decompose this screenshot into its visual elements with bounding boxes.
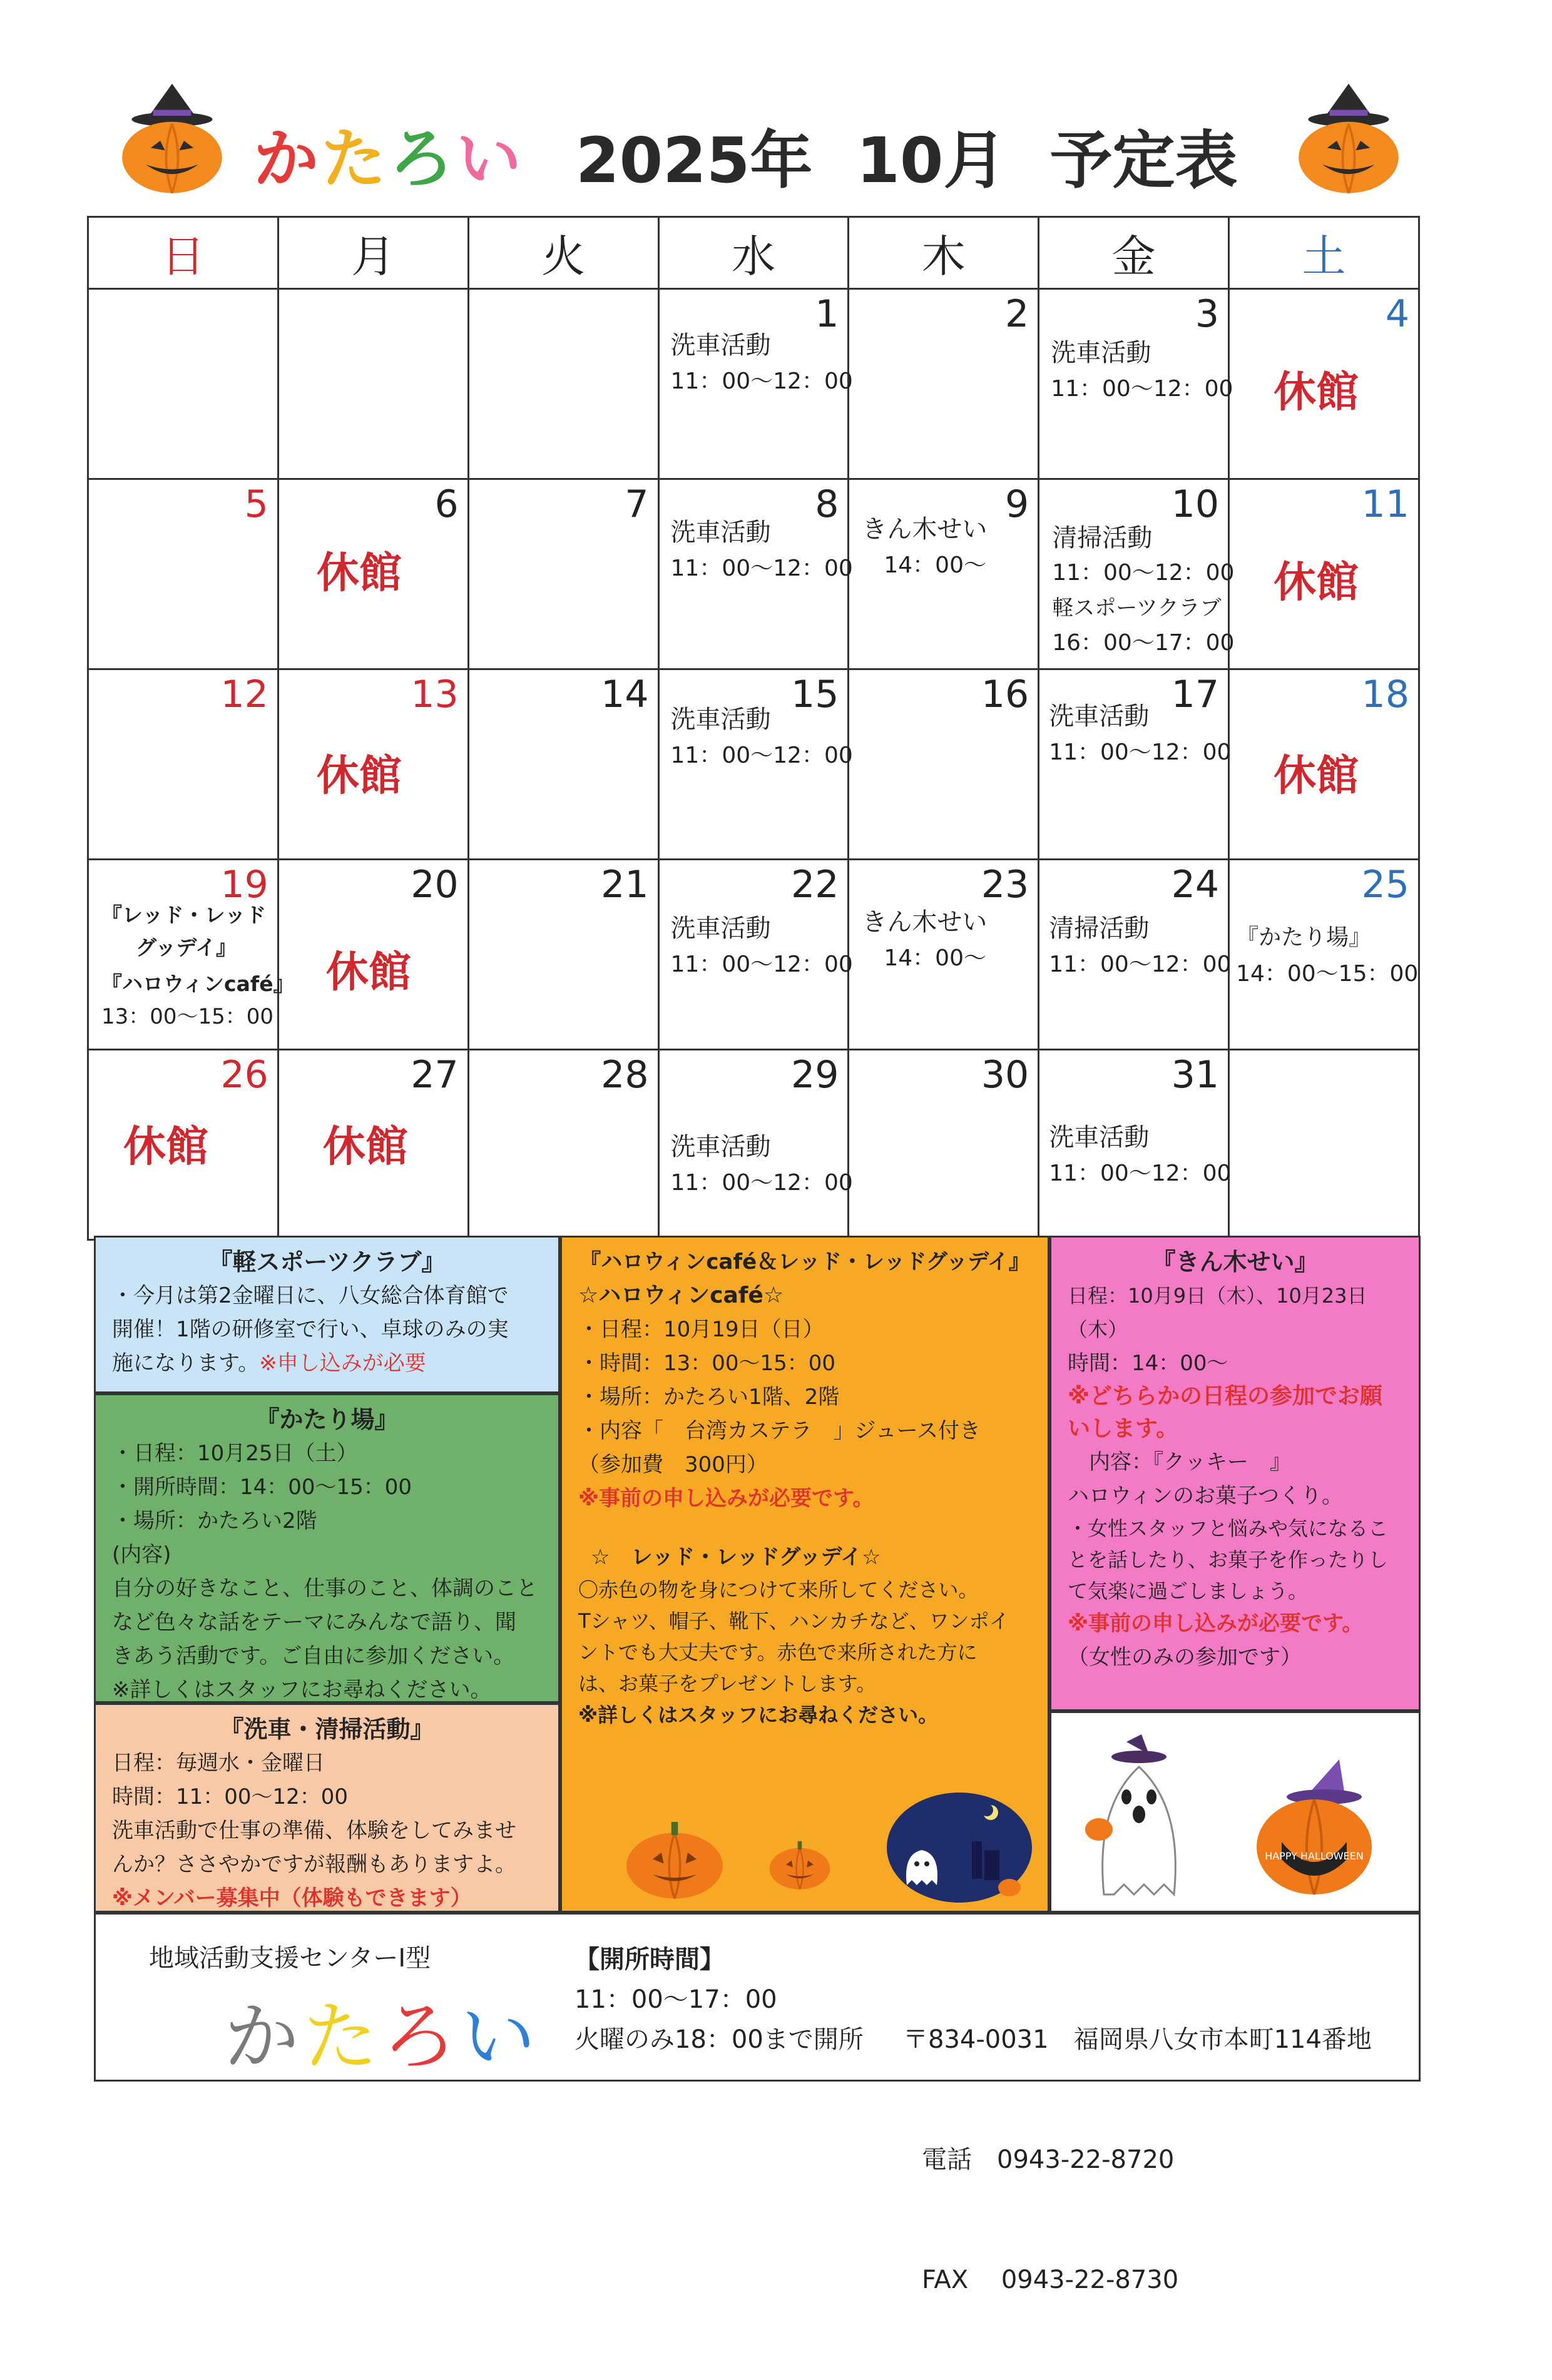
event-title: 洗車活動 bbox=[670, 1132, 771, 1161]
logo-char: か bbox=[224, 1994, 303, 2081]
event bbox=[862, 511, 987, 584]
event bbox=[671, 701, 853, 774]
footer-logo bbox=[224, 1977, 539, 2085]
panel-line: 自分の好きなこと、仕事のこと、体調のこと bbox=[112, 1576, 538, 1601]
logo-char: た bbox=[303, 1994, 382, 2081]
day-cell bbox=[658, 479, 853, 669]
address: 〒834-0031 福岡県八女市本町114番地 bbox=[903, 2025, 1372, 2054]
day-cell bbox=[468, 479, 658, 669]
panel-line: (内容) bbox=[112, 1542, 171, 1567]
panel-line: ・時間：13：00～15：00 bbox=[578, 1351, 836, 1376]
empty-cell bbox=[468, 289, 658, 479]
event-title: 清掃活動 bbox=[1052, 524, 1153, 552]
day-cell bbox=[1229, 669, 1419, 860]
day-cell bbox=[849, 669, 1039, 860]
panel-line: など色々な話をテーマにみんなで語り、聞 bbox=[112, 1610, 516, 1635]
hours-value: 11：00～17：00 bbox=[574, 1985, 777, 2014]
panel-line: （参加費 300円） bbox=[578, 1452, 768, 1477]
event-time: 11：00～12：00 bbox=[670, 952, 853, 977]
panel-line: きあう活動です。ご自由に参加ください。 bbox=[112, 1644, 515, 1669]
closed-label: 休館 bbox=[1274, 558, 1359, 608]
jack-o-lantern-icon bbox=[1252, 1757, 1377, 1901]
calendar-week bbox=[88, 289, 1419, 479]
event-title: きん木せい bbox=[862, 908, 988, 937]
panel-line: て気楽に過ごしましょう。 bbox=[1068, 1579, 1309, 1603]
panel-title: 『ハロウィンcafé＆レッド・レッドグッデイ』 bbox=[579, 1249, 1030, 1274]
calendar-week bbox=[88, 669, 1419, 860]
day-number: 4 bbox=[1385, 292, 1409, 336]
day-number: 3 bbox=[1195, 292, 1220, 336]
panel-line: んか？ささやかですが報酬もありますよ。 bbox=[112, 1852, 516, 1877]
title-year: 2025年 bbox=[576, 124, 813, 197]
panel-line: 〇赤色の物を身につけて来所してください。 bbox=[578, 1578, 979, 1602]
day-cell bbox=[849, 289, 1039, 479]
day-number: 17 bbox=[1171, 673, 1220, 716]
day-cell bbox=[658, 289, 853, 479]
event-title: 洗車活動 bbox=[670, 331, 771, 360]
event-title: 『ハロウィンcafé』 bbox=[101, 972, 294, 996]
day-number: 1 bbox=[815, 292, 839, 336]
day-number: 10 bbox=[1171, 482, 1220, 526]
day-cell bbox=[278, 479, 468, 669]
jack-o-lantern-icon bbox=[1289, 81, 1408, 200]
logo-char: ろ bbox=[382, 1994, 461, 2081]
day-cell bbox=[1039, 479, 1235, 669]
event bbox=[671, 1129, 853, 1201]
day-number: 7 bbox=[625, 482, 649, 526]
empty-cell bbox=[88, 289, 278, 479]
sports-club-panel bbox=[94, 1236, 560, 1393]
day-cell bbox=[278, 669, 468, 860]
panel-line: ・日程：10月19日（日） bbox=[578, 1317, 824, 1342]
event-title: グッデイ』 bbox=[136, 935, 237, 960]
event-time: 16：00～17：00 bbox=[1052, 630, 1235, 656]
calendar-grid bbox=[87, 216, 1420, 1241]
organization-name: 地域活動支援センターⅠ型 bbox=[149, 1944, 431, 1973]
day-cell bbox=[468, 860, 658, 1050]
day-cell bbox=[468, 669, 658, 860]
telephone: 電話 0943-22-8720 bbox=[922, 2145, 1175, 2174]
day-cell bbox=[1229, 289, 1419, 479]
panel-line: ※詳しくはスタッフにお尋ねください。 bbox=[112, 1677, 492, 1702]
hours-title: 【開所時間】 bbox=[574, 1945, 725, 1974]
panel-note: ※メンバー募集中（体験もできます） bbox=[112, 1886, 472, 1911]
page-header bbox=[88, 69, 1464, 197]
panel-title: 『かたり場』 bbox=[255, 1406, 399, 1433]
jack-o-lantern-icon bbox=[113, 81, 232, 200]
panel-line: とを話したり、お菓子を作ったりし bbox=[1068, 1548, 1389, 1572]
event-title: きん木せい bbox=[862, 515, 988, 544]
event-time: 11：00～12：00 bbox=[670, 369, 853, 394]
panel-line: 時間：11：00～12：00 bbox=[112, 1784, 349, 1809]
day-cell bbox=[658, 669, 853, 860]
day-cell bbox=[849, 860, 1039, 1050]
panel-title: 『きん木せい』 bbox=[1151, 1248, 1319, 1276]
panel-line bbox=[112, 1346, 542, 1380]
event-time: 13：00～15：00 bbox=[101, 1004, 274, 1029]
panel-line: （女性のみの参加です） bbox=[1068, 1645, 1302, 1670]
day-cell bbox=[849, 1050, 1039, 1240]
pumpkin-icon bbox=[765, 1835, 834, 1891]
panel-line: ・場所：かたろい1階、2階 bbox=[578, 1385, 840, 1410]
panel-text: 施になります。 bbox=[112, 1351, 260, 1376]
day-number: 27 bbox=[411, 1053, 459, 1097]
calendar-week bbox=[88, 479, 1419, 669]
event bbox=[671, 327, 853, 400]
event bbox=[1049, 1119, 1231, 1192]
day-number: 8 bbox=[815, 482, 839, 526]
event-time: 11：00～12：00 bbox=[1049, 740, 1232, 765]
day-number: 18 bbox=[1361, 673, 1409, 716]
event bbox=[671, 514, 853, 587]
day-cell bbox=[1229, 479, 1419, 669]
panel-subtitle: ☆ハロウィンcafé☆ bbox=[578, 1283, 784, 1308]
halloween-illustration bbox=[1049, 1711, 1421, 1913]
day-number: 29 bbox=[791, 1053, 839, 1097]
closed-label: 休館 bbox=[123, 1122, 209, 1172]
calendar-week bbox=[88, 1050, 1419, 1240]
day-number: 6 bbox=[434, 482, 459, 526]
day-number: 9 bbox=[1005, 482, 1029, 526]
day-number: 23 bbox=[981, 863, 1029, 907]
event-title: 洗車活動 bbox=[1049, 702, 1150, 731]
panel-line: ハロウィンのお菓子つくり。 bbox=[1068, 1483, 1343, 1508]
panel-line: は、お菓子をプレゼントします。 bbox=[578, 1672, 877, 1696]
event bbox=[101, 899, 294, 1033]
day-cell bbox=[849, 479, 1039, 669]
title-char: ろ bbox=[389, 121, 457, 197]
event-title: 洗車活動 bbox=[670, 518, 771, 547]
event-time: 11：00～12：00 bbox=[1052, 560, 1235, 586]
event-title: 洗車活動 bbox=[1049, 1123, 1150, 1152]
panel-line: ントでも大丈夫です。赤色で来所された方に bbox=[578, 1640, 978, 1664]
event bbox=[671, 910, 853, 983]
panel-line: 開催！1階の研修室で行い、卓球のみの実 bbox=[112, 1317, 509, 1342]
day-number: 22 bbox=[791, 863, 839, 907]
panel-line: ※詳しくはスタッフにお尋ねください。 bbox=[578, 1703, 939, 1727]
weekday-header-row bbox=[88, 217, 1419, 289]
title-char: た bbox=[321, 121, 389, 197]
hours-note: 火曜のみ18：00まで開所 bbox=[574, 2025, 864, 2054]
halloween-text: HAPPY HALLOWEEN bbox=[1265, 1850, 1364, 1862]
event bbox=[862, 904, 987, 977]
day-cell bbox=[88, 479, 278, 669]
panel-note: ※事前の申し込みが必要です。 bbox=[578, 1486, 874, 1511]
event-title: 軽スポーツクラブ bbox=[1052, 596, 1222, 621]
closed-label: 休館 bbox=[1274, 751, 1359, 801]
day-cell bbox=[1039, 1050, 1232, 1240]
empty-cell bbox=[278, 289, 468, 479]
footer bbox=[94, 1913, 1421, 2294]
day-cell bbox=[658, 1050, 853, 1240]
event bbox=[1049, 698, 1231, 771]
page-title bbox=[576, 110, 1238, 200]
event-time: 14：00～ bbox=[884, 552, 986, 578]
day-number: 11 bbox=[1361, 482, 1409, 526]
day-number: 28 bbox=[601, 1053, 649, 1097]
event-title: 清掃活動 bbox=[1049, 914, 1150, 943]
weekday-monday: 月 bbox=[278, 217, 468, 289]
event bbox=[1051, 335, 1233, 407]
opening-hours bbox=[574, 1940, 864, 2060]
day-number: 13 bbox=[411, 673, 459, 716]
empty-cell bbox=[1229, 1050, 1419, 1240]
event-title: 洗車活動 bbox=[1051, 338, 1151, 367]
day-number: 31 bbox=[1171, 1053, 1220, 1097]
panel-subtitle: ☆ レッド・レッドグッデイ☆ bbox=[591, 1545, 881, 1570]
day-cell bbox=[88, 860, 294, 1050]
panel-line: ・内容「 台湾カステラ 」ジュース付き bbox=[578, 1418, 981, 1443]
day-cell bbox=[1039, 669, 1232, 860]
day-cell bbox=[1229, 860, 1419, 1050]
day-cell bbox=[88, 669, 278, 860]
panel-line: 洗車活動で仕事の準備、体験をしてみませ bbox=[112, 1818, 516, 1843]
panel-line: Tシャツ、帽子、靴下、ハンカチなど、ワンポイ bbox=[578, 1609, 1009, 1633]
day-number: 20 bbox=[411, 863, 459, 907]
day-number: 26 bbox=[220, 1053, 268, 1097]
panel-note: ※事前の申し込みが必要です。 bbox=[1068, 1611, 1364, 1636]
day-number: 21 bbox=[601, 863, 649, 907]
event-title: 洗車活動 bbox=[670, 705, 771, 734]
event-time: 11：00～12：00 bbox=[1049, 952, 1232, 977]
day-number: 5 bbox=[244, 482, 268, 526]
event-time: 11：00～12：00 bbox=[1049, 1161, 1232, 1186]
contact-info bbox=[903, 1940, 1372, 2380]
panel-line: 日程：毎週水・金曜日 bbox=[112, 1751, 325, 1776]
weekday-sunday: 日 bbox=[88, 217, 278, 289]
panel-line: 時間：14：00～ bbox=[1068, 1351, 1228, 1376]
event bbox=[1236, 920, 1418, 992]
panel-note: ※どちらかの日程の参加でお願いします。 bbox=[1068, 1383, 1382, 1442]
day-cell bbox=[1039, 289, 1233, 479]
logo-char: い bbox=[461, 1994, 539, 2081]
event-title: 『かたり場』 bbox=[1236, 925, 1372, 950]
event bbox=[1052, 521, 1234, 661]
title-logo-text bbox=[253, 106, 524, 200]
event-time: 11：00～12：00 bbox=[1051, 376, 1233, 402]
calendar-week bbox=[88, 860, 1419, 1050]
day-number: 30 bbox=[981, 1053, 1029, 1097]
closed-label: 休館 bbox=[316, 751, 402, 801]
day-number: 15 bbox=[791, 673, 839, 716]
day-number: 14 bbox=[601, 673, 649, 716]
closed-label: 休館 bbox=[322, 1122, 408, 1172]
title-month: 10月 bbox=[856, 124, 1006, 197]
panel-title: 『軽スポーツクラブ』 bbox=[208, 1248, 446, 1276]
day-number: 25 bbox=[1361, 863, 1409, 907]
closed-label: 休館 bbox=[1274, 368, 1359, 417]
closed-label: 休館 bbox=[325, 948, 411, 997]
fax: FAX 0943-22-8730 bbox=[922, 2266, 1179, 2294]
event-time: 11：00～12：00 bbox=[670, 556, 853, 581]
pumpkin-icon bbox=[618, 1813, 731, 1901]
panel-line: ・今月は第2金曜日に、八女総合体育館で bbox=[112, 1283, 509, 1308]
panel-line: 内容：『クッキー 』 bbox=[1068, 1450, 1291, 1475]
panel-line: ・日程：10月25日（土） bbox=[112, 1441, 358, 1466]
event-time: 14：00～15：00 bbox=[1236, 961, 1419, 987]
title-char: い bbox=[456, 121, 524, 197]
day-cell bbox=[88, 1050, 278, 1240]
weekday-thursday: 木 bbox=[849, 217, 1039, 289]
event-time: 11：00～12：00 bbox=[670, 743, 853, 768]
event bbox=[1049, 910, 1231, 983]
day-number: 12 bbox=[220, 673, 268, 716]
panel-note: ※申し込みが必要 bbox=[259, 1351, 426, 1376]
weekday-saturday: 土 bbox=[1229, 217, 1419, 289]
panel-title: 『洗車・清掃活動』 bbox=[220, 1716, 434, 1743]
weekday-friday: 金 bbox=[1039, 217, 1229, 289]
day-cell bbox=[1039, 860, 1232, 1050]
panel-line: 日程：10月9日（木）、10月23日（木） bbox=[1068, 1284, 1367, 1341]
event-time: 14：00～ bbox=[884, 945, 986, 971]
weekday-tuesday: 火 bbox=[468, 217, 658, 289]
day-cell bbox=[278, 860, 468, 1050]
day-number: 19 bbox=[220, 863, 268, 907]
event-time: 11：00～12：00 bbox=[670, 1170, 853, 1196]
ghost-icon bbox=[1076, 1732, 1202, 1901]
day-cell bbox=[278, 1050, 468, 1240]
halloween-panel bbox=[560, 1236, 1049, 1913]
day-cell bbox=[658, 860, 853, 1050]
event-title: 『レッド・レッド bbox=[101, 903, 267, 927]
closed-label: 休館 bbox=[316, 549, 402, 598]
title-char: か bbox=[253, 121, 322, 197]
katari-panel bbox=[94, 1393, 560, 1703]
panel-line: ・女性スタッフと悩みや気になるこ bbox=[1068, 1517, 1389, 1540]
night-ghost-icon bbox=[884, 1785, 1034, 1904]
weekday-wednesday: 水 bbox=[658, 217, 849, 289]
day-cell bbox=[468, 1050, 658, 1240]
day-number: 16 bbox=[981, 673, 1029, 716]
day-number: 2 bbox=[1005, 292, 1029, 336]
kinmokusei-panel bbox=[1049, 1236, 1421, 1711]
title-doc: 予定表 bbox=[1049, 124, 1238, 197]
event-title: 洗車活動 bbox=[670, 914, 771, 943]
wash-cleaning-panel bbox=[94, 1703, 560, 1913]
day-number: 24 bbox=[1171, 863, 1220, 907]
panel-line: ・開所時間：14：00～15：00 bbox=[112, 1475, 412, 1500]
panel-line: ・場所：かたろい2階 bbox=[112, 1508, 317, 1533]
